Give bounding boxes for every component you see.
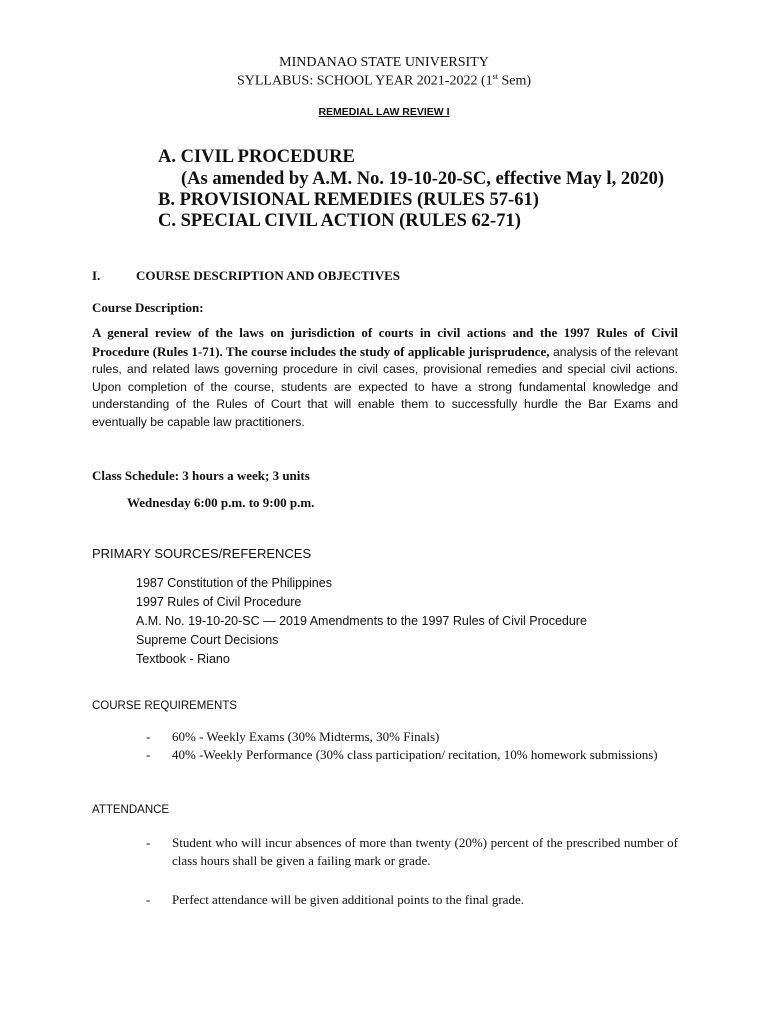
list-item-text: Student who will incur absences of more than twenty (20%) percent of the prescribed number of class hours shall be given a failing mark or grade. <box>172 835 678 868</box>
course-requirements-heading: COURSE REQUIREMENTS <box>92 700 238 712</box>
syllabus-suffix: Sem) <box>497 73 532 89</box>
list-item: Supreme Court Decisions <box>136 633 279 647</box>
list-item-text: 60% - Weekly Exams (30% Midterms, 30% Finals) <box>172 729 440 744</box>
list-item <box>146 728 666 746</box>
requirements-list <box>146 728 666 764</box>
attendance-list <box>146 834 678 909</box>
section-number: I. <box>92 268 101 283</box>
dash-bullet: - <box>146 729 151 744</box>
topic-a-note: (As amended by A.M. No. 19-10-20-SC, effective May l, 2020) <box>181 169 664 189</box>
description-lead: A general review of the laws on jurisdiction of courts in civil actions and the 1997 Rules of Civil Procedure (Rules 1-71). The course includes the study of applicable jurisprudence, <box>92 325 678 359</box>
list-item-text: 40% -Weekly Performance (30% class participation/ recitation, 10% homework submissions) <box>172 747 658 762</box>
dash-bullet: - <box>146 747 151 762</box>
list-item <box>146 891 678 909</box>
course-description-paragraph <box>92 324 678 432</box>
topic-b: B. PROVISIONAL REMEDIES (RULES 57-61) <box>158 190 539 210</box>
list-item: A.M. No. 19-10-20-SC — 2019 Amendments to the 1997 Rules of Civil Procedure <box>136 614 587 628</box>
section-title: COURSE DESCRIPTION AND OBJECTIVES <box>136 268 401 283</box>
primary-sources-heading: PRIMARY SOURCES/REFERENCES <box>92 546 312 561</box>
course-description-label: Course Description: <box>92 300 204 315</box>
list-item <box>146 746 666 764</box>
topic-a: A. CIVIL PROCEDURE <box>158 147 355 167</box>
list-item: 1987 Constitution of the Philippines <box>136 576 332 590</box>
list-item-text: Perfect attendance will be given additional points to the final grade. <box>172 892 524 907</box>
university-name: MINDANAO STATE UNIVERSITY <box>279 55 489 70</box>
syllabus-superscript: st <box>492 72 498 81</box>
dash-bullet: - <box>146 892 151 907</box>
dash-bullet: - <box>146 835 151 850</box>
syllabus-school-year <box>0 72 768 90</box>
syllabus-prefix: SYLLABUS: SCHOOL YEAR 2021-2022 (1 <box>236 73 493 89</box>
course-title: REMEDIAL LAW REVIEW I <box>318 106 450 118</box>
class-day-time: Wednesday 6:00 p.m. to 9:00 p.m. <box>127 495 315 510</box>
primary-sources-list <box>136 574 587 669</box>
list-item: Textbook - Riano <box>136 652 230 666</box>
description-rest: analysis of the relevant rules, and related laws governing procedure in civil cases, provisional remedies and special civil actions. Upon completion of the course, students are expected to have a strong fundamental knowledge and understanding of the Rules of Court that will enable them to successfully hurdle the Bar Exams and eventually be capable law practitioners. <box>92 344 679 429</box>
list-item <box>146 834 678 870</box>
class-schedule: Class Schedule: 3 hours a week; 3 units <box>92 468 310 483</box>
topic-c: C. SPECIAL CIVIL ACTION (RULES 62-71) <box>158 211 521 231</box>
attendance-heading: ATTENDANCE <box>92 804 170 816</box>
list-item: 1997 Rules of Civil Procedure <box>136 595 302 609</box>
